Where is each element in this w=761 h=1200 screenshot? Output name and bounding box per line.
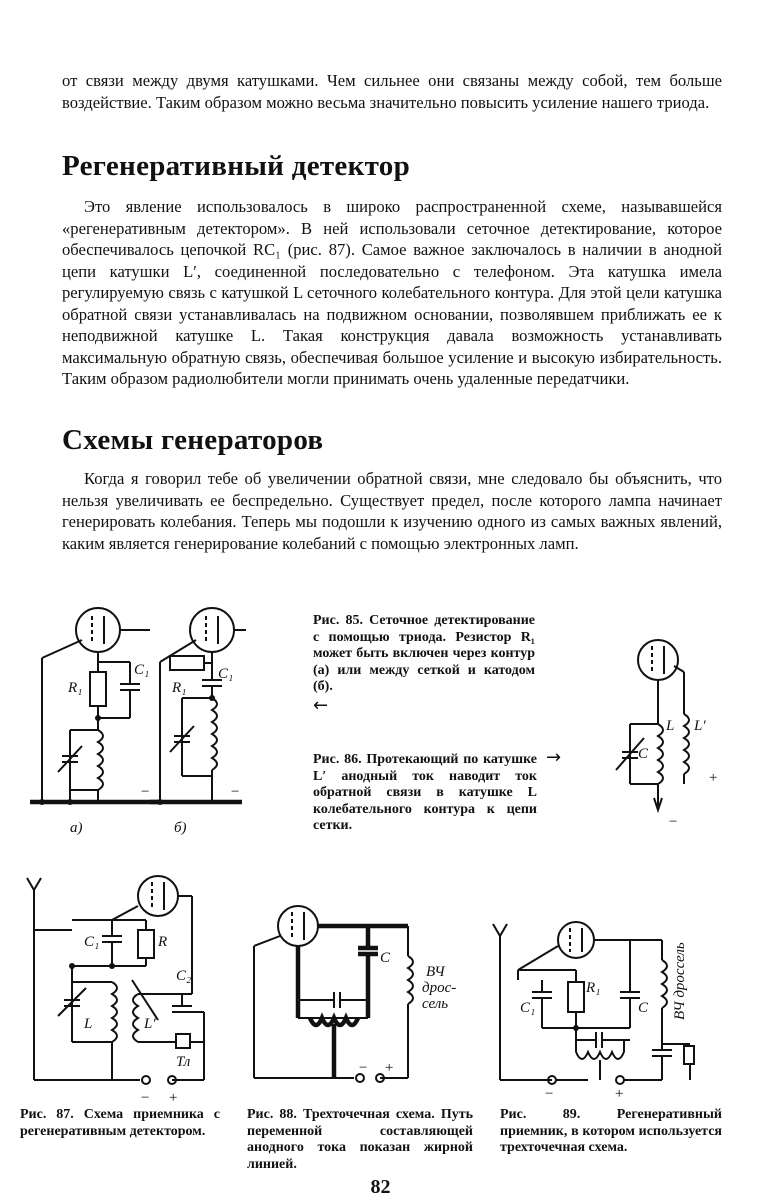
label-minus-88: − bbox=[358, 1060, 369, 1076]
label-c1: C₁ bbox=[134, 662, 150, 678]
label-plus-86: + bbox=[708, 770, 719, 786]
heading-regenerative-detector: Регенеративный детектор bbox=[62, 150, 411, 182]
paragraph-continuation: от связи между двумя катушками. Чем сильнее они связаны между собой, тем больше воздействие. Таким образом можно весьма значительно повысить усиление нашего триода. bbox=[62, 71, 722, 112]
label-lprime-86: L′ bbox=[694, 718, 706, 734]
label-r1-89: R₁ bbox=[586, 980, 601, 996]
label-r1-b: R₁ bbox=[172, 680, 187, 696]
label-c-89: C bbox=[638, 1000, 649, 1016]
label-c1-87: C₁ bbox=[84, 934, 100, 950]
label-lprime-87: L′ bbox=[144, 1016, 156, 1032]
label-l-86: L bbox=[666, 718, 675, 734]
label-drossel-2-88: сель bbox=[422, 996, 449, 1012]
label-l-87: L bbox=[84, 1016, 93, 1032]
label-plus-88: + bbox=[384, 1060, 395, 1076]
paragraph-generators: Когда я говорил тебе об увеличении обратной связи, мне следовало бы объяснить, что нельзя увеличивать ее беспредельно. Существует предел, после которого лампа начинает генерировать колебания. Теперь мы подошли к изучению одного из самых важных явлений, каким является генерирование колебаний с помощью электронных ламп. bbox=[62, 469, 722, 553]
label-c-88: C bbox=[380, 950, 391, 966]
label-sub-b: б) bbox=[174, 820, 187, 836]
label-vch-drossel-89: ВЧ дроссель bbox=[672, 942, 688, 1020]
label-c2-87: C₂ bbox=[176, 968, 192, 984]
arrow-right-icon: → bbox=[546, 747, 562, 768]
caption-fig86: Рис. 86. Протекающий по катушке L′ анодный ток наводит ток обратной связи в катушке L колебательного контура к цепи сетки. bbox=[313, 752, 537, 833]
label-minus-86: − bbox=[668, 814, 679, 830]
figure-86-schematic bbox=[600, 630, 730, 840]
caption-fig85: Рис. 85. Сеточное детектирование с помощью триода. Резистор R₁ может быть включен через контур (а) или между сеткой и катодом (б). bbox=[313, 613, 535, 694]
label-sub-a: а) bbox=[70, 820, 83, 836]
label-c1-89: C₁ bbox=[520, 1000, 536, 1016]
paragraph-regenerative-detector: Это явление использовалось в широко распространенной схеме, называвшейся «регенеративным детектором». В ней использовали сеточное детектирование, которое обеспечивалось цепочкой RC₁ (рис. 87). Самое важное заключалось в наличии в анодной цепи катушки L′, соединенной последовательно с телефоном. Эта катушка имела регулируемую связь с катушкой L сеточного колебательного контура. Для этой цели катушка обратной связи устанавливалась на подвижном основании, позволявшем приближать ее к неподвижной катушке L. Такая конструкция давала возможность устанавливать максимальную обратную связь, обеспечивая большое усиление и высокую избирательность. Таким образом радиолюбители могли принимать очень удаленные передатчики. bbox=[62, 197, 722, 388]
caption-fig88: Рис. 88. Трехточечная схема. Путь переменной составляющей анодного тока показан жирной линией. bbox=[247, 1107, 473, 1172]
heading-generator-circuits: Схемы генераторов bbox=[62, 424, 324, 456]
label-r1: R₁ bbox=[68, 680, 83, 696]
label-r-87: R bbox=[158, 934, 168, 950]
label-minus-b: − bbox=[230, 784, 241, 800]
label-vch-88: ВЧ bbox=[426, 964, 445, 980]
label-minus-89: − bbox=[544, 1086, 555, 1102]
label-minus-87: − bbox=[140, 1090, 151, 1106]
label-c-86: C bbox=[638, 746, 649, 762]
label-c1-b: C₁ bbox=[218, 666, 234, 682]
label-plus-89: + bbox=[614, 1086, 625, 1102]
arrow-left-icon: ← bbox=[313, 695, 329, 716]
caption-fig89: Рис. 89. Регенеративный приемник, в котором используется трехточечная схема. bbox=[500, 1107, 722, 1155]
figure-89-schematic bbox=[490, 920, 720, 1100]
label-drossel-1-88: дрос- bbox=[422, 980, 457, 996]
label-plus-87: + bbox=[168, 1090, 179, 1106]
label-minus: − bbox=[140, 784, 151, 800]
figure-87-schematic bbox=[22, 870, 217, 1106]
caption-fig87: Рис. 87. Схема приемника с регенеративным детектором. bbox=[20, 1107, 220, 1139]
figure-88-schematic bbox=[240, 900, 460, 1100]
page-number: 82 bbox=[370, 1176, 391, 1198]
figure-85b-schematic bbox=[150, 600, 250, 840]
figure-85a-schematic bbox=[30, 600, 160, 840]
label-tl-87: Тл bbox=[176, 1054, 191, 1070]
